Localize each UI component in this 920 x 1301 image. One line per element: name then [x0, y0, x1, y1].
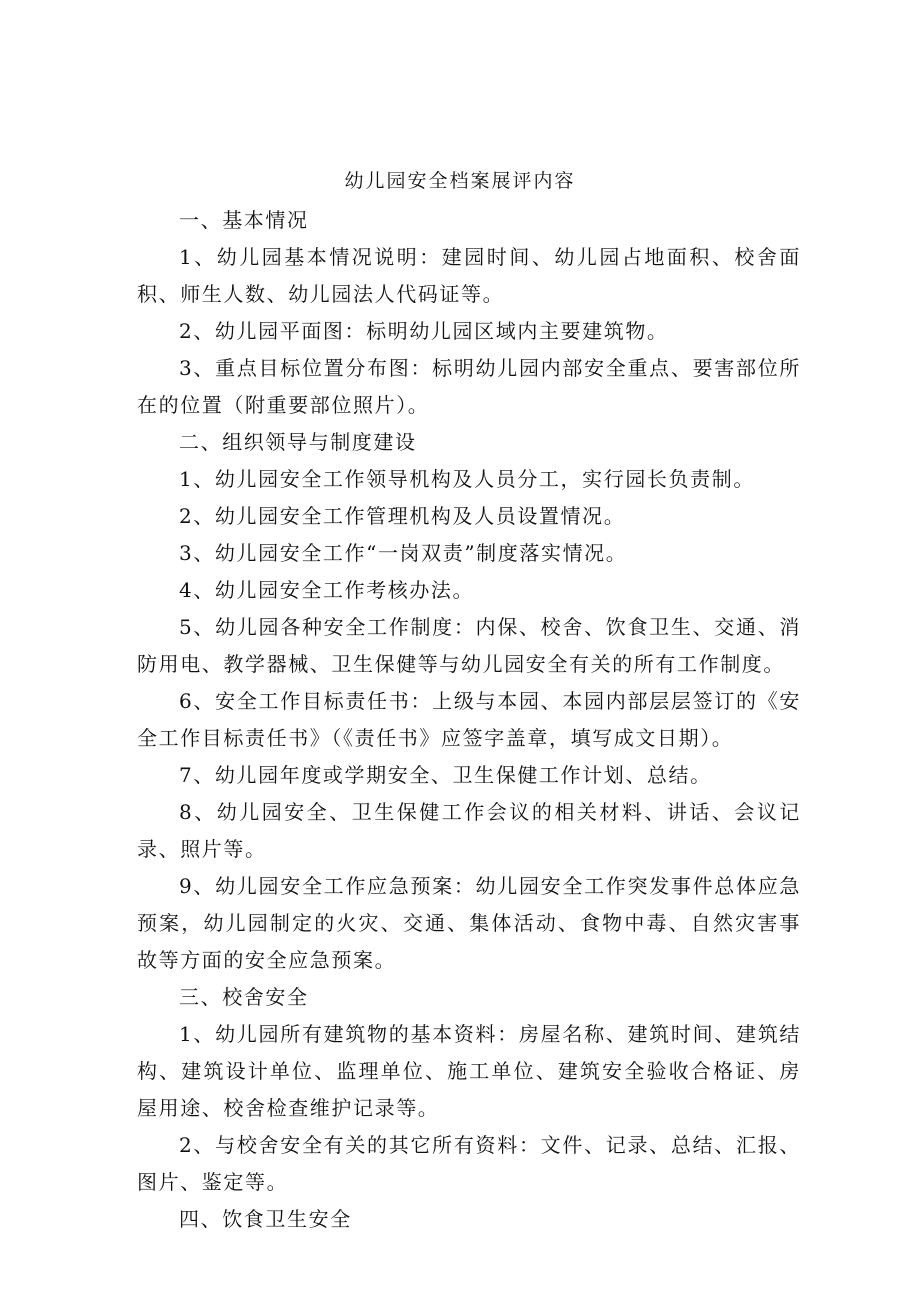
- paragraph: 4、幼儿园安全工作考核办法。: [179, 578, 475, 602]
- document-body: [137, 202, 801, 1238]
- paragraph: 3、重点目标位置分布图：标明幼儿园内部安全重点、要害部位所在的位置（附重要部位照片）。: [137, 356, 801, 417]
- paragraph: 1、幼儿园基本情况说明：建园时间、幼儿园占地面积、校舍面积、师生人数、幼儿园法人代码证等。: [137, 245, 801, 306]
- section-heading-organization: 二、组织领导与制度建设: [179, 430, 417, 454]
- paragraph: 9、幼儿园安全工作应急预案：幼儿园安全工作突发事件总体应急预案，幼儿园制定的火灾、交通、集体活动、食物中毒、自然灾害事故等方面的安全应急预案。: [137, 874, 801, 972]
- paragraph: 1、幼儿园所有建筑物的基本资料：房屋名称、建筑时间、建筑结构、建筑设计单位、监理单位、施工单位、建筑安全验收合格证、房屋用途、校舍检查维护记录等。: [137, 1022, 801, 1120]
- document-title: 幼儿园安全档案展评内容: [344, 170, 576, 192]
- paragraph: 2、幼儿园安全工作管理机构及人员设置情况。: [179, 504, 626, 528]
- paragraph: 1、幼儿园安全工作领导机构及人员分工，实行园长负责制。: [179, 467, 755, 491]
- paragraph: 2、与校舍安全有关的其它所有资料：文件、记录、总结、汇报、图片、鉴定等。: [137, 1133, 801, 1194]
- section-heading-buildings: 三、校舍安全: [179, 985, 309, 1009]
- section-heading-food-safety: 四、饮食卫生安全: [179, 1207, 352, 1231]
- paragraph: 6、安全工作目标责任书：上级与本园、本园内部层层签订的《安全工作目标责任书》（《责任书》应签字盖章，填写成文日期）。: [137, 689, 801, 750]
- section-heading-basic: 一、基本情况: [179, 208, 309, 232]
- paragraph: 8、幼儿园安全、卫生保健工作会议的相关材料、讲话、会议记录、照片等。: [137, 800, 801, 861]
- paragraph: 3、幼儿园安全工作“一岗双责”制度落实情况。: [179, 541, 628, 565]
- paragraph: 5、幼儿园各种安全工作制度：内保、校舍、饮食卫生、交通、消防用电、教学器械、卫生保健等与幼儿园安全有关的所有工作制度。: [137, 615, 801, 676]
- paragraph: 2、幼儿园平面图：标明幼儿园区域内主要建筑物。: [179, 319, 669, 343]
- paragraph: 7、幼儿园年度或学期安全、卫生保健工作计划、总结。: [179, 763, 712, 787]
